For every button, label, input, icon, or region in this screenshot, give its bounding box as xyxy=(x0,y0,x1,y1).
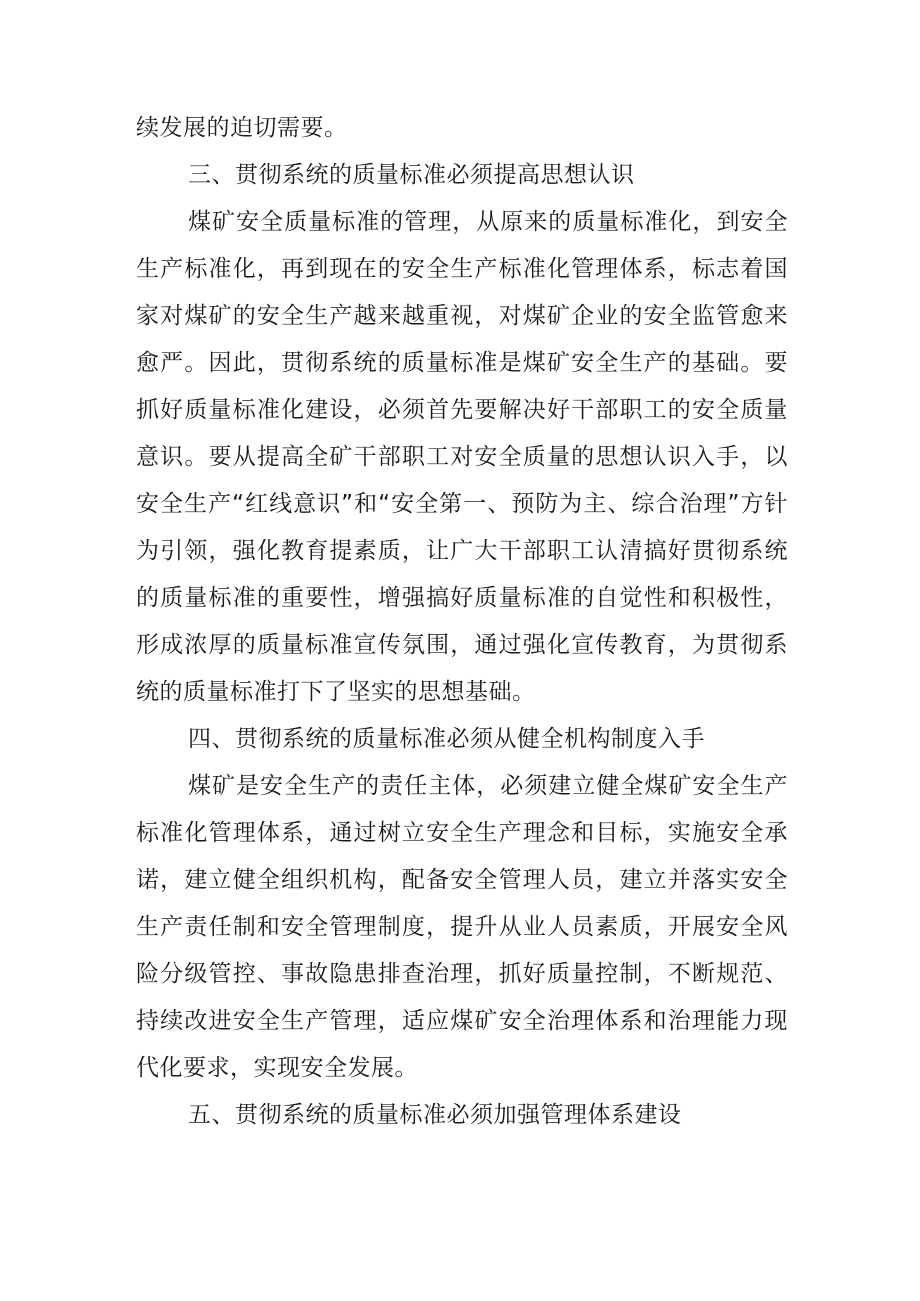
paragraph-continuation: 续发展的迫切需要。 xyxy=(136,115,348,141)
section-heading-4: 四、贯彻系统的质量标准必须从健全机构制度入手 xyxy=(188,726,705,752)
paragraph-section-4-body: 煤矿是安全生产的责任主体，必须建立健全煤矿安全生产标准化管理体系，通过树立安全生产理念和目标，实施安全承诺，建立健全组织机构，配备安全管理人员，建立并落实安全生产责任制和安全管理制度，提升从业人员素质，开展安全风险分级管控、事故隐患排查治理，抓好质量控制，不断规范、持续改进安全生产管理，适应煤矿安全治理体系和治理能力现代化要求，实现安全发展。 xyxy=(136,773,788,1081)
document-body xyxy=(136,105,788,1139)
section-heading-5: 五、贯彻系统的质量标准必须加强管理体系建设 xyxy=(188,1102,682,1128)
section-heading-3: 三、贯彻系统的质量标准必须提高思想认识 xyxy=(188,162,635,188)
paragraph-section-3-body: 煤矿安全质量标准的管理，从原来的质量标准化，到安全生产标准化，再到现在的安全生产标准化管理体系，标志着国家对煤矿的安全生产越来越重视，对煤矿企业的安全监管愈来愈严。因此，贯彻系统的质量标准是煤矿安全生产的基础。要抓好质量标准化建设，必须首先要解决好干部职工的安全质量意识。要从提高全矿干部职工对安全质量的思想认识入手，以安全生产“红线意识”和“安全第一、预防为主、综合治理”方针为引领，强化教育提素质，让广大干部职工认清搞好贯彻系统的质量标准的重要性，增强搞好质量标准的自觉性和积极性，形成浓厚的质量标准宣传氛围，通过强化宣传教育，为贯彻系统的质量标准打下了坚实的思想基础。 xyxy=(136,209,788,705)
